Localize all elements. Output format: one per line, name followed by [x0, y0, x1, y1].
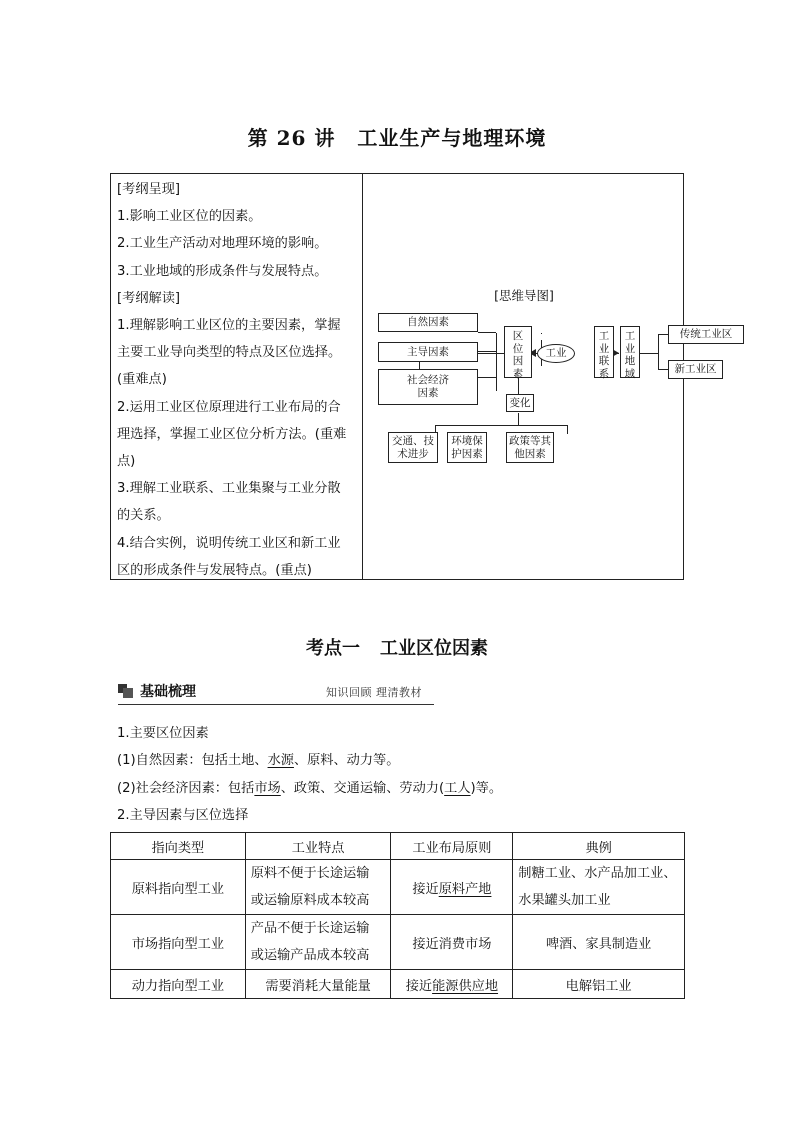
connector-line — [478, 377, 496, 378]
content-body — [117, 720, 687, 829]
cell-feature — [245, 915, 391, 970]
environment-label: 护因素 — [451, 447, 483, 460]
connector-line — [518, 413, 519, 425]
table-header: 典例 — [513, 833, 685, 860]
cell-type: 原料指向型工业 — [111, 860, 246, 915]
syllabus-item: 1.影响工业区位的因素。 — [117, 209, 262, 225]
connector-line — [496, 333, 497, 351]
syllabus-box — [110, 173, 733, 580]
table-row — [111, 915, 685, 970]
tech-progress-label: 交通、技 — [392, 434, 434, 447]
cell-principle — [391, 970, 513, 999]
location-factor-label: 区位因素 — [512, 330, 524, 380]
policy-label: 政策等其 — [509, 434, 551, 447]
interpretation-line: 主要工业导向类型的特点及区位选择。 — [117, 345, 342, 361]
content-heading: 2.主导因素与区位选择 — [117, 807, 249, 823]
table-row — [111, 860, 685, 915]
industry-label: 工业 — [545, 347, 567, 359]
basics-bar — [118, 680, 434, 706]
traditional-area-label: 传统工业区 — [679, 328, 733, 340]
syllabus-item: 3.工业地域的形成条件与发展特点。 — [117, 263, 328, 279]
connector-line — [541, 333, 542, 334]
industry-region-label: 工业地域 — [624, 330, 636, 380]
syllabus-header: [考纲呈现] — [117, 182, 181, 197]
change-label: 变化 — [509, 396, 531, 409]
cell-feature: 需要消耗大量能量 — [245, 970, 391, 999]
section-heading — [0, 634, 794, 660]
text: )等。 — [470, 780, 503, 796]
feature-line: 或运输产品成本较高 — [250, 948, 370, 963]
mind-map — [363, 174, 733, 581]
cell-example — [513, 860, 685, 915]
tech-progress-box — [388, 432, 438, 463]
connector-line — [478, 351, 496, 352]
table-header: 指向类型 — [111, 833, 246, 860]
blank-answer: 市场 — [254, 780, 281, 796]
industry-linkage-label: 工业联系 — [598, 330, 610, 380]
cell-principle — [391, 860, 513, 915]
interpretation-line: 1.理解影响工业区位的主要因素，掌握 — [117, 318, 341, 334]
connector-line — [658, 334, 668, 335]
blank-answer: 工人 — [444, 780, 471, 796]
feature-line: 原料不便于长途运输 — [250, 866, 370, 881]
interpretation-line: 4.结合实例，说明传统工业区和新工业 — [117, 535, 341, 551]
principle-text: 接近 — [405, 978, 433, 994]
interpretation-line: 的关系。 — [117, 508, 170, 524]
blank-answer: 原料产地 — [438, 881, 492, 897]
cell-type: 市场指向型工业 — [111, 915, 246, 970]
table-row — [111, 970, 685, 999]
principle-text: 接近 — [412, 881, 439, 897]
cell-feature — [245, 860, 391, 915]
table-header: 工业特点 — [245, 833, 391, 860]
environment-box — [447, 432, 487, 463]
bar-underline — [118, 704, 434, 705]
example-line: 制糖工业、水产品加工业、 — [518, 866, 677, 881]
natural-factor-box — [378, 313, 478, 332]
lecture-number: 第 26 讲 — [247, 126, 336, 150]
leading-factor-box — [378, 342, 478, 362]
connector-line — [435, 425, 568, 426]
tech-progress-label: 术进步 — [397, 447, 429, 460]
section-prefix: 考点一 — [306, 638, 360, 659]
industry-region-box — [620, 326, 640, 378]
interpretation-line: 2.运用工业区位原理进行工业布局的合 — [117, 399, 341, 415]
socio-economic-label: 社会经济 — [407, 374, 449, 386]
orientation-table — [110, 832, 685, 999]
natural-factors-line — [117, 747, 687, 774]
change-box — [506, 394, 534, 412]
interpretation-line: 理选择，掌握工业区位分析方法。(重难 — [117, 426, 347, 442]
text: (1)自然因素：包括土地、 — [117, 753, 268, 769]
text: (2)社会经济因素：包括 — [117, 780, 255, 796]
cell-example: 电解铝工业 — [513, 970, 685, 999]
feature-line: 或运输原料成本较高 — [250, 893, 370, 908]
feature-line: 产品不便于长途运输 — [250, 921, 370, 936]
review-label: 知识回顾 理清教材 — [326, 686, 422, 699]
socio-economic-label: 因素 — [417, 387, 439, 399]
interpretation-line: 区的形成条件与发展特点。(重点) — [117, 562, 312, 578]
text: 、原料、动力等。 — [293, 753, 400, 769]
connector-line — [567, 425, 568, 434]
content-heading: 1.主要区位因素 — [117, 726, 209, 741]
section-title: 工业区位因素 — [380, 638, 488, 659]
lecture-title: 工业生产与地理环境 — [357, 126, 547, 150]
table-header-row — [111, 833, 685, 860]
cell-principle: 接近消费市场 — [391, 915, 513, 970]
socio-economic-box — [378, 369, 478, 405]
basics-label: 基础梳理 — [140, 684, 196, 700]
syllabus-item: 2.工业生产活动对地理环境的影响。 — [117, 236, 328, 252]
connector-line — [658, 334, 659, 370]
interpretation-line: (重难点) — [117, 372, 167, 388]
policy-label: 他因素 — [514, 447, 546, 460]
leading-factor-label: 主导因素 — [407, 345, 449, 358]
connector-line — [648, 353, 658, 354]
location-factor-box — [504, 326, 532, 378]
new-area-label: 新工业区 — [674, 363, 717, 375]
natural-factor-label: 自然因素 — [407, 316, 449, 328]
blank-answer: 水源 — [267, 753, 294, 769]
connector-line — [478, 332, 496, 333]
industry-linkage-box — [594, 326, 614, 378]
connector-line — [496, 351, 497, 391]
socio-factors-line — [117, 775, 687, 802]
new-area-box — [668, 360, 723, 379]
policy-box — [506, 432, 554, 463]
cell-example: 啤酒、家具制造业 — [513, 915, 685, 970]
page-title — [0, 122, 794, 151]
table-header: 工业布局原则 — [391, 833, 513, 860]
connector-line — [658, 369, 668, 370]
environment-label: 环境保 — [451, 434, 483, 447]
interpretation-line: 点) — [117, 454, 136, 470]
example-line: 水果罐头加工业 — [518, 893, 611, 908]
blank-answer: 能源供应地 — [432, 978, 499, 994]
interpretation-header: [考纲解读] — [117, 290, 181, 306]
interpretation-line: 3.理解工业联系、工业集聚与工业分散 — [117, 481, 341, 497]
cell-type: 动力指向型工业 — [111, 970, 246, 999]
text: 、政策、交通运输、劳动力( — [280, 780, 445, 796]
traditional-area-box — [668, 325, 744, 344]
mind-map-title: [思维导图] — [494, 288, 554, 303]
bar-square-icon — [123, 688, 133, 698]
syllabus-column — [117, 176, 359, 584]
industry-oval — [537, 344, 575, 363]
